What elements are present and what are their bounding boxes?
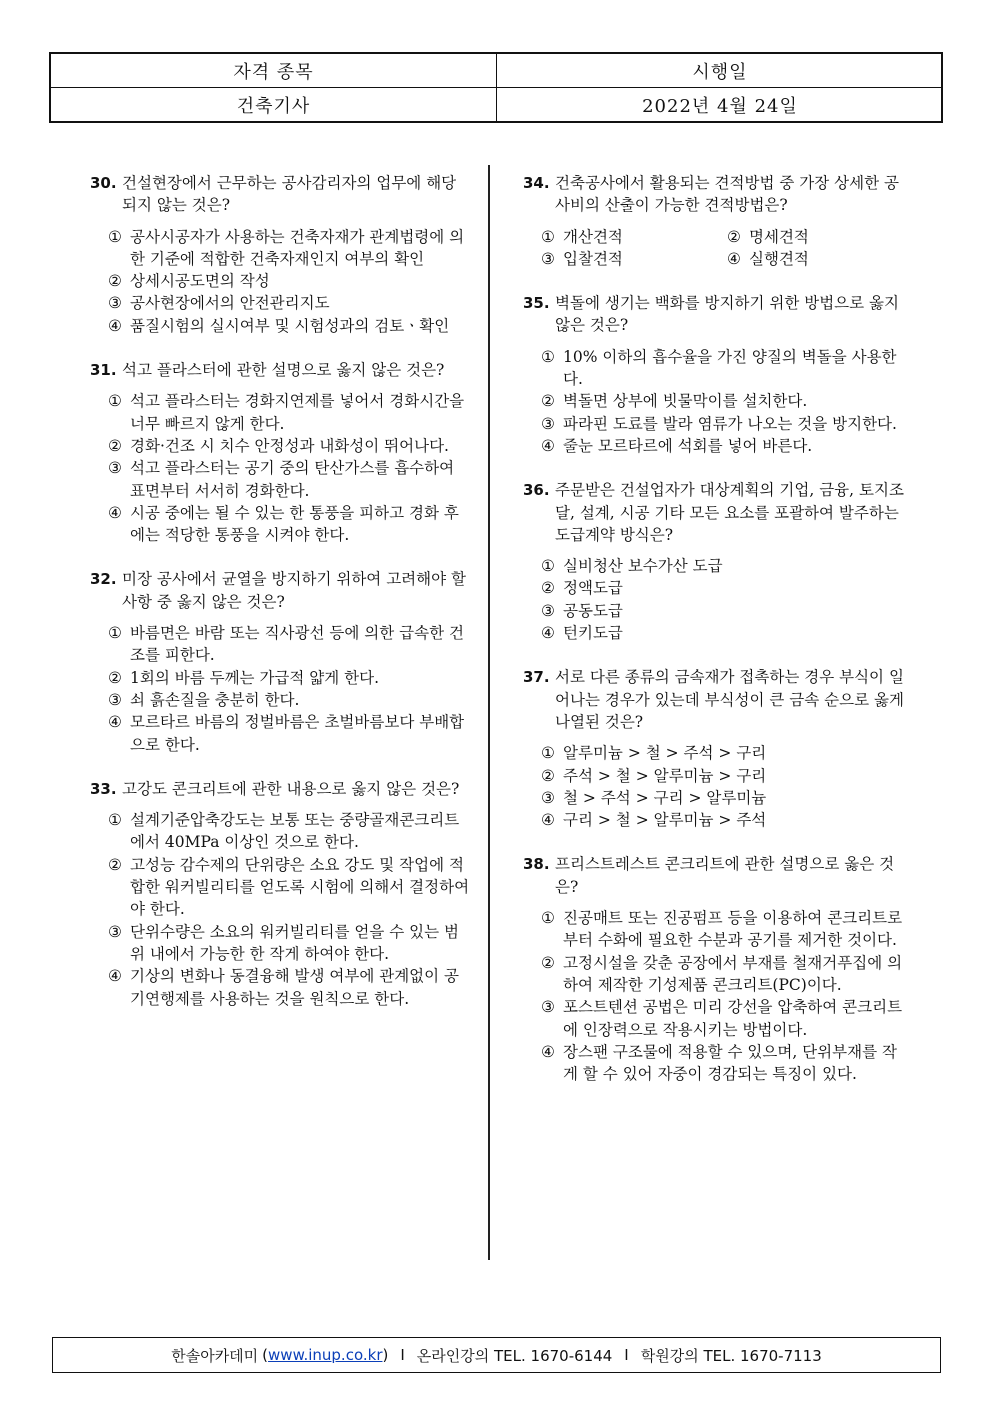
choice-item xyxy=(108,226,470,271)
choice-item xyxy=(541,765,905,787)
choice-item xyxy=(541,346,905,391)
question-stem xyxy=(90,568,470,613)
choice-item xyxy=(541,226,727,248)
question-text: 프리스트레스트 콘크리트에 관한 설명으로 옳은 것은? xyxy=(555,855,895,896)
footer-bar xyxy=(52,1337,941,1373)
question-block xyxy=(523,479,905,644)
footer-website-link[interactable]: www.inup.co.kr xyxy=(268,1346,383,1364)
choice-number: ② xyxy=(541,953,555,972)
exam-header-table xyxy=(49,52,943,123)
choice-number: ③ xyxy=(541,414,555,433)
question-number: 35. xyxy=(523,294,550,313)
question-block xyxy=(90,778,470,1010)
choice-item xyxy=(541,390,905,412)
choice-text: 경화·건조 시 치수 안정성과 내화성이 뛰어나다. xyxy=(130,436,449,455)
choice-number: ① xyxy=(541,909,555,928)
choice-text: 품질시험의 실시여부 및 시험성과의 검토ㆍ확인 xyxy=(130,316,450,335)
choice-item xyxy=(541,435,905,457)
choice-item xyxy=(541,907,905,952)
question-text: 벽돌에 생기는 백화를 방지하기 위한 방법으로 옳지 않은 것은? xyxy=(555,294,899,335)
choice-text: 줄눈 모르타르에 석회를 넣어 바른다. xyxy=(563,436,813,455)
question-stem xyxy=(523,292,905,337)
footer-offline-phone: 학원강의 TEL. 1670-7113 xyxy=(640,1346,822,1365)
left-question-column xyxy=(90,172,470,1032)
choice-number: ② xyxy=(727,227,741,246)
choice-number: ④ xyxy=(541,1042,555,1061)
question-stem xyxy=(90,778,470,800)
right-question-column xyxy=(523,172,905,1107)
choice-text: 개산견적 xyxy=(563,227,623,246)
choice-number: ④ xyxy=(541,811,555,830)
choice-item xyxy=(541,809,905,831)
choice-number: ② xyxy=(541,392,555,411)
choice-number: ① xyxy=(108,811,122,830)
choice-number: ④ xyxy=(727,249,741,268)
choice-text: 고성능 감수제의 단위량은 소요 강도 및 작업에 적합한 워커빌리티를 얻도록 시험에 의해서 결정하여야 한다. xyxy=(130,855,470,919)
choice-text: 공사현장에서의 안전관리지도 xyxy=(130,294,330,313)
choice-number: ④ xyxy=(108,713,122,732)
header-date-value: 2022년 4월 24일 xyxy=(642,95,798,117)
choice-item xyxy=(727,226,913,248)
choice-number: ③ xyxy=(108,459,122,478)
choice-item xyxy=(108,711,470,756)
choice-text: 포스트텐션 공법은 미리 강선을 압축하여 콘크리트에 인장력으로 작용시키는 방법이다. xyxy=(563,998,903,1039)
question-stem xyxy=(90,359,470,381)
question-stem xyxy=(523,666,905,733)
question-block xyxy=(523,292,905,457)
header-row-values xyxy=(51,88,941,121)
choice-item xyxy=(108,622,470,667)
question-text: 석고 플라스터에 관한 설명으로 옳지 않은 것은? xyxy=(122,361,445,380)
question-number: 37. xyxy=(523,668,550,687)
choice-number: ④ xyxy=(541,436,555,455)
question-text: 고강도 콘크리트에 관한 내용으로 옳지 않은 것은? xyxy=(122,779,460,798)
question-number: 36. xyxy=(523,481,550,500)
question-block xyxy=(523,853,905,1085)
choice-number: ② xyxy=(541,579,555,598)
choice-text: 명세견적 xyxy=(749,227,809,246)
choice-number: ① xyxy=(108,227,122,246)
choice-text: 턴키도급 xyxy=(563,624,623,643)
question-text: 서로 다른 종류의 금속재가 접촉하는 경우 부식이 일어나는 경우가 있는데 부식성이 큰 금속 순으로 옳게 나열된 것은? xyxy=(555,668,904,731)
question-number: 33. xyxy=(90,779,117,798)
choice-number: ② xyxy=(108,272,122,291)
choice-item xyxy=(108,315,470,337)
choice-number: ③ xyxy=(541,601,555,620)
choice-text: 쇠 흙손질을 충분히 한다. xyxy=(130,690,300,709)
choice-text: 모르타르 바름의 정벌바름은 초벌바름보다 부배합으로 한다. xyxy=(130,713,465,754)
choice-text: 1회의 바름 두께는 가급적 얇게 한다. xyxy=(130,668,380,687)
choice-text: 석고 플라스터는 경화지연제를 넣어서 경화시간을 너무 빠르지 않게 한다. xyxy=(130,392,465,433)
choice-item xyxy=(541,1041,905,1086)
choice-number: ③ xyxy=(108,922,122,941)
question-number: 31. xyxy=(90,361,117,380)
choice-list xyxy=(523,742,905,831)
choice-text: 벽돌면 상부에 빗물막이를 설치한다. xyxy=(563,392,808,411)
question-number: 38. xyxy=(523,855,550,874)
question-number: 30. xyxy=(90,174,117,192)
question-block xyxy=(90,359,470,546)
question-block xyxy=(90,568,470,755)
choice-item xyxy=(108,965,470,1010)
question-number: 32. xyxy=(90,570,117,589)
question-number: 34. xyxy=(523,174,550,192)
choice-number: ④ xyxy=(108,503,122,522)
footer-paren-open: ( xyxy=(262,1346,269,1364)
choice-number: ① xyxy=(541,347,555,366)
choice-text: 알루미늄 > 철 > 주석 > 구리 xyxy=(563,744,767,763)
choice-number: ② xyxy=(108,855,122,874)
choice-item xyxy=(108,390,470,435)
choice-text: 주석 > 철 > 알루미늄 > 구리 xyxy=(563,766,767,785)
question-block xyxy=(90,172,470,337)
question-text: 건축공사에서 활용되는 견적방법 중 가장 상세한 공사비의 산출이 가능한 견적방법은? xyxy=(555,174,899,215)
header-row-labels xyxy=(51,54,941,88)
choice-list xyxy=(90,226,470,337)
choice-item xyxy=(541,996,905,1041)
footer-academy-name: 한솔아카데미 xyxy=(171,1346,259,1365)
question-stem xyxy=(523,172,905,217)
choice-number: ④ xyxy=(108,316,122,335)
choice-item xyxy=(108,689,470,711)
choice-item xyxy=(541,413,905,435)
choice-text: 입찰견적 xyxy=(563,249,623,268)
footer-separator: I xyxy=(624,1346,629,1364)
choice-item xyxy=(541,248,727,270)
choice-item xyxy=(727,248,913,270)
choice-item xyxy=(108,457,470,502)
choice-number: ② xyxy=(108,436,122,455)
choice-text: 공사시공자가 사용하는 건축자재가 관계법령에 의한 기준에 적합한 건축자재인지 여부의 확인 xyxy=(130,227,465,268)
choice-item xyxy=(541,622,905,644)
choice-item xyxy=(541,952,905,997)
footer-separator: I xyxy=(400,1346,405,1364)
question-text: 건설현장에서 근무하는 공사감리자의 업무에 해당되지 않는 것은? xyxy=(122,174,457,215)
choice-text: 파라핀 도료를 발라 염류가 나오는 것을 방지한다. xyxy=(563,414,897,433)
choice-list xyxy=(90,622,470,756)
choice-number: ① xyxy=(541,557,555,576)
choice-item xyxy=(108,854,470,921)
choice-number: ① xyxy=(541,744,555,763)
choice-text: 고정시설을 갖춘 공장에서 부재를 철재거푸집에 의하여 제작한 기성제품 콘크리트(PC)이다. xyxy=(563,953,903,994)
choice-item xyxy=(108,435,470,457)
header-date-label: 시행일 xyxy=(692,61,748,83)
choice-number: ① xyxy=(108,392,122,411)
question-stem xyxy=(90,172,470,217)
choice-item xyxy=(541,742,905,764)
choice-item xyxy=(108,809,470,854)
choice-item xyxy=(108,921,470,966)
choice-item xyxy=(108,502,470,547)
choice-list xyxy=(523,555,905,644)
question-block xyxy=(523,172,905,270)
question-stem xyxy=(523,853,905,898)
choice-list xyxy=(90,809,470,1010)
choice-text: 설계기준압축강도는 보통 또는 중량골재콘크리트에서 40MPa 이상인 것으로 한다. xyxy=(130,811,460,852)
choice-item xyxy=(108,292,470,314)
choice-number: ④ xyxy=(541,624,555,643)
choice-text: 상세시공도면의 작성 xyxy=(130,272,270,291)
choice-number: ④ xyxy=(108,967,122,986)
choice-number: ③ xyxy=(541,249,555,268)
header-subject-label: 자격 종목 xyxy=(51,54,497,87)
question-block xyxy=(523,666,905,831)
choice-text: 철 > 주석 > 구리 > 알루미늄 xyxy=(563,788,767,807)
choice-number: ③ xyxy=(108,294,122,313)
choice-text: 시공 중에는 될 수 있는 한 통풍을 피하고 경화 후에는 적당한 통풍을 시켜야 한다. xyxy=(130,503,459,545)
choice-text: 기상의 변화나 동결융해 발생 여부에 관계없이 공기연행제를 사용하는 것을 원칙으로 한다. xyxy=(130,967,460,1008)
choice-text: 실비청산 보수가산 도급 xyxy=(563,557,723,576)
choice-list xyxy=(523,346,905,457)
column-divider xyxy=(488,165,490,1260)
choice-item xyxy=(541,787,905,809)
choice-number: ① xyxy=(108,624,122,643)
footer-online-phone: 온라인강의 TEL. 1670-6144 xyxy=(416,1346,613,1365)
header-subject-value: 건축기사 xyxy=(51,88,497,121)
choice-text: 10% 이하의 흡수율을 가진 양질의 벽돌을 사용한다. xyxy=(563,347,897,389)
choice-item xyxy=(541,577,905,599)
choice-item xyxy=(108,270,470,292)
choice-text: 진공매트 또는 진공펌프 등을 이용하여 콘크리트로부터 수화에 필요한 수분과 공기를 제거한 것이다. xyxy=(563,909,903,950)
footer-paren-close: ) xyxy=(382,1346,389,1364)
choice-number: ② xyxy=(541,766,555,785)
choice-number: ① xyxy=(541,227,555,246)
choice-text: 바름면은 바람 또는 직사광선 등에 의한 급속한 건조를 피한다. xyxy=(130,624,464,665)
choice-number: ③ xyxy=(108,690,122,709)
choice-text: 장스팬 구조물에 적용할 수 있으며, 단위부재를 작게 할 수 있어 자중이 경감되는 특징이 있다. xyxy=(563,1042,897,1084)
choice-number: ③ xyxy=(541,998,555,1017)
choice-item xyxy=(541,600,905,622)
choice-list xyxy=(90,390,470,546)
question-stem xyxy=(523,479,905,546)
choice-item xyxy=(541,555,905,577)
choice-text: 실행견적 xyxy=(749,249,809,268)
choice-text: 석고 플라스터는 공기 중의 탄산가스를 흡수하여 표면부터 서서히 경화한다. xyxy=(130,459,455,500)
choice-number: ② xyxy=(108,668,122,687)
choice-text: 정액도급 xyxy=(563,579,623,598)
choice-text: 구리 > 철 > 알루미늄 > 주석 xyxy=(563,811,767,830)
question-text: 미장 공사에서 균열을 방지하기 위하여 고려해야 할 사항 중 옳지 않은 것은? xyxy=(122,570,466,611)
choice-list xyxy=(523,907,905,1085)
choice-number: ③ xyxy=(541,788,555,807)
choice-text: 단위수량은 소요의 워커빌리티를 얻을 수 있는 범위 내에서 가능한 한 작게 하여야 한다. xyxy=(130,922,460,963)
choice-item xyxy=(108,667,470,689)
choice-text: 공동도급 xyxy=(563,601,623,620)
question-text: 주문받은 건설업자가 대상계획의 기업, 금융, 토지조달, 설계, 시공 기타 모든 요소를 포괄하여 발주하는 도급계약 방식은? xyxy=(555,481,904,544)
choice-list xyxy=(523,226,905,271)
